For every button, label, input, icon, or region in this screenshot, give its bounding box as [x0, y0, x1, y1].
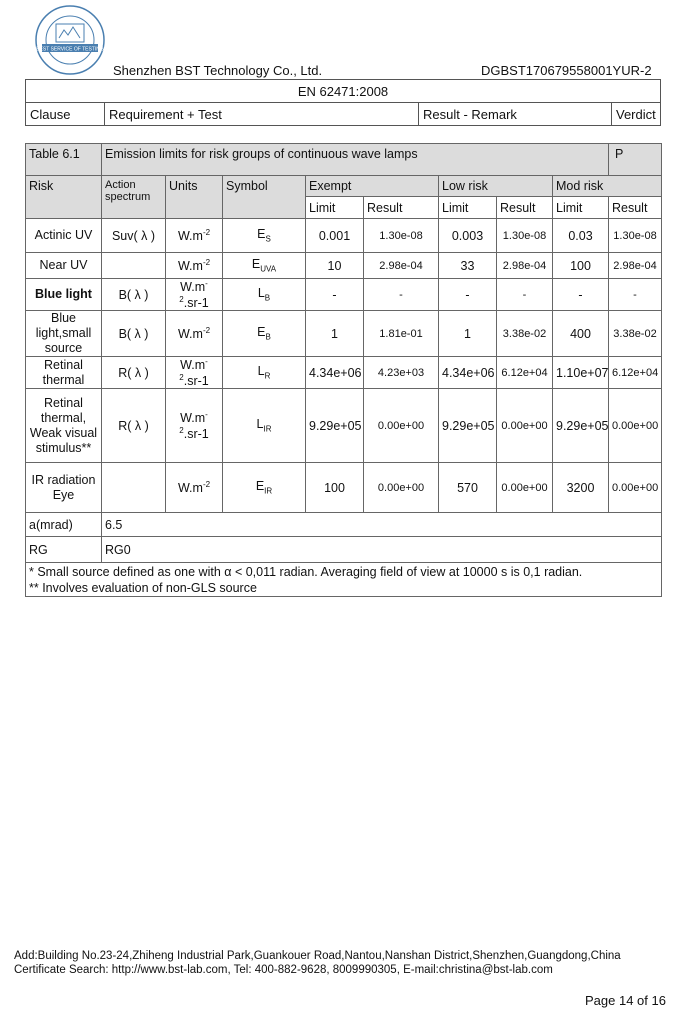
- low-result-cell: 0.00e+00: [497, 389, 553, 463]
- col-verdict: Verdict: [612, 103, 661, 126]
- symbol-cell: [223, 311, 306, 357]
- symbol-letter: E: [255, 479, 265, 494]
- mod-result-cell: 0.00e+00: [609, 463, 662, 513]
- exempt-result-cell: 1.81e-01: [364, 311, 439, 357]
- symbol-cell: [223, 389, 306, 463]
- table-row: [26, 463, 662, 513]
- footer-address: Add:Building No.23-24,Zhiheng Industrial Park,Guankouer Road,Nantou,Nanshan District,Shenzhen,Guangdong,China: [14, 950, 621, 962]
- exempt-limit-cell: 1: [306, 311, 364, 357]
- hdr-low-risk: Low risk: [439, 176, 553, 197]
- mod-result-cell: 1.30e-08: [609, 219, 662, 253]
- low-limit-cell: 33: [439, 253, 497, 279]
- page-number: Page 14 of 16: [585, 993, 666, 1008]
- rg-value: RG0: [102, 537, 662, 563]
- table-title: Emission limits for risk groups of continuous wave lamps: [102, 144, 609, 176]
- col-requirement: Requirement + Test: [105, 103, 419, 126]
- action-spectrum-cell: [102, 463, 166, 513]
- low-limit-cell: 0.003: [439, 219, 497, 253]
- unit-base: W.m: [177, 481, 203, 496]
- exempt-result-cell: 0.00e+00: [364, 463, 439, 513]
- mod-limit-cell: -: [553, 279, 609, 311]
- low-limit-cell: 9.29e+05: [439, 389, 497, 463]
- symbol-letter: L: [257, 364, 265, 379]
- hdr-risk: Risk: [26, 176, 102, 219]
- unit-exponent: -2: [202, 257, 211, 267]
- hdr-symbol: Symbol: [223, 176, 306, 219]
- hdr-exempt: Exempt: [306, 176, 439, 197]
- symbol-subscript: IR: [263, 424, 272, 434]
- symbol-subscript: B: [264, 293, 271, 303]
- symbol-subscript: S: [265, 234, 271, 244]
- header-table: [25, 79, 661, 126]
- mod-result-cell: 0.00e+00: [609, 389, 662, 463]
- hdr-exempt-result: Result: [364, 197, 439, 219]
- col-result: Result - Remark: [419, 103, 612, 126]
- symbol-letter: E: [251, 257, 261, 272]
- mod-limit-cell: 1.10e+07: [553, 357, 609, 389]
- svg-text:BEST SERVICE OF TESTING: BEST SERVICE OF TESTING: [36, 46, 104, 53]
- symbol-letter: E: [257, 227, 266, 242]
- action-spectrum-cell: [102, 253, 166, 279]
- standard-title: EN 62471:2008: [26, 80, 661, 103]
- footer-contact: Certificate Search: http://www.bst-lab.com, Tel: 400-882-9628, 8009990305, E-mail:christina@bst-lab.com: [14, 964, 553, 976]
- table-row: [26, 279, 662, 311]
- exempt-result-cell: 0.00e+00: [364, 389, 439, 463]
- report-number: DGBST170679558001YUR-2: [481, 63, 652, 78]
- units-cell: [166, 463, 223, 513]
- units-cell: [166, 357, 223, 389]
- units-cell: [166, 389, 223, 463]
- symbol-cell: [223, 463, 306, 513]
- table-row: [26, 311, 662, 357]
- action-spectrum-cell: R( λ ): [102, 357, 166, 389]
- mod-limit-cell: 0.03: [553, 219, 609, 253]
- low-result-cell: 2.98e-04: [497, 253, 553, 279]
- symbol-subscript: R: [264, 371, 271, 381]
- exempt-result-cell: 4.23e+03: [364, 357, 439, 389]
- unit-base: W.m: [177, 327, 203, 342]
- table-row: [26, 389, 662, 463]
- symbol-subscript: B: [265, 332, 271, 342]
- unit-tail: .sr-1: [183, 373, 209, 388]
- units-cell: [166, 219, 223, 253]
- symbol-letter: L: [256, 417, 264, 432]
- hdr-action: Action spectrum: [102, 176, 166, 219]
- action-spectrum-cell: B( λ ): [102, 279, 166, 311]
- risk-cell: Retinal thermal, Weak visual stimulus**: [26, 389, 102, 463]
- mod-limit-cell: 3200: [553, 463, 609, 513]
- risk-cell: Blue light,small source: [26, 311, 102, 357]
- exempt-result-cell: -: [364, 279, 439, 311]
- risk-cell: Near UV: [26, 253, 102, 279]
- low-result-cell: 1.30e-08: [497, 219, 553, 253]
- table-row: [26, 357, 662, 389]
- mod-result-cell: -: [609, 279, 662, 311]
- unit-exponent: -2: [179, 410, 208, 435]
- company-name: Shenzhen BST Technology Co., Ltd.: [113, 63, 323, 78]
- risk-cell: IR radiation Eye: [26, 463, 102, 513]
- exempt-limit-cell: 100: [306, 463, 364, 513]
- footnote-small-source: * Small source defined as one with α < 0,011 radian. Averaging field of view at 10000 s is 0,1 radian.: [29, 564, 583, 579]
- hdr-low-limit: Limit: [439, 197, 497, 219]
- units-cell: [166, 311, 223, 357]
- unit-exponent: -2: [179, 279, 208, 304]
- hdr-mod-risk: Mod risk: [553, 176, 662, 197]
- table-row: [26, 253, 662, 279]
- unit-exponent: -2: [179, 357, 208, 382]
- action-spectrum-cell: B( λ ): [102, 311, 166, 357]
- symbol-cell: [223, 253, 306, 279]
- footnote-non-gls: ** Involves evaluation of non-GLS source: [29, 580, 257, 595]
- mod-result-cell: 6.12e+04: [609, 357, 662, 389]
- hdr-exempt-limit: Limit: [306, 197, 364, 219]
- symbol-subscript: IR: [264, 486, 273, 496]
- amrad-label: a(mrad): [26, 513, 102, 537]
- unit-base: W.m: [180, 411, 206, 426]
- symbol-cell: [223, 219, 306, 253]
- mod-limit-cell: 400: [553, 311, 609, 357]
- bst-logo: [34, 4, 106, 76]
- symbol-cell: [223, 279, 306, 311]
- risk-cell: Blue light: [26, 279, 102, 311]
- low-limit-cell: -: [439, 279, 497, 311]
- table-id: Table 6.1: [26, 144, 102, 176]
- low-result-cell: 0.00e+00: [497, 463, 553, 513]
- low-result-cell: 3.38e-02: [497, 311, 553, 357]
- unit-base: W.m: [180, 358, 206, 373]
- risk-cell: Actinic UV: [26, 219, 102, 253]
- low-result-cell: 6.12e+04: [497, 357, 553, 389]
- table-verdict: P: [609, 144, 662, 176]
- mod-limit-cell: 100: [553, 253, 609, 279]
- mod-limit-cell: 9.29e+05: [553, 389, 609, 463]
- low-limit-cell: 570: [439, 463, 497, 513]
- hdr-mod-result: Result: [609, 197, 662, 219]
- exempt-limit-cell: 10: [306, 253, 364, 279]
- low-limit-cell: 1: [439, 311, 497, 357]
- unit-exponent: -2: [202, 325, 211, 335]
- emission-limits-table: [25, 143, 662, 597]
- unit-tail: .sr-1: [183, 426, 209, 441]
- low-limit-cell: 4.34e+06: [439, 357, 497, 389]
- mod-result-cell: 2.98e-04: [609, 253, 662, 279]
- unit-base: W.m: [177, 259, 203, 274]
- exempt-result-cell: 2.98e-04: [364, 253, 439, 279]
- unit-base: W.m: [180, 280, 206, 295]
- exempt-limit-cell: 0.001: [306, 219, 364, 253]
- unit-exponent: -2: [202, 227, 211, 237]
- hdr-low-result: Result: [497, 197, 553, 219]
- mod-result-cell: 3.38e-02: [609, 311, 662, 357]
- amrad-value: 6.5: [102, 513, 662, 537]
- unit-tail: .sr-1: [183, 295, 209, 310]
- unit-base: W.m: [177, 229, 203, 244]
- table-row: [26, 219, 662, 253]
- exempt-limit-cell: 4.34e+06: [306, 357, 364, 389]
- col-clause: Clause: [26, 103, 105, 126]
- exempt-limit-cell: 9.29e+05: [306, 389, 364, 463]
- symbol-cell: [223, 357, 306, 389]
- unit-exponent: -2: [202, 479, 211, 489]
- action-spectrum-cell: Suv( λ ): [102, 219, 166, 253]
- action-spectrum-cell: R( λ ): [102, 389, 166, 463]
- low-result-cell: -: [497, 279, 553, 311]
- symbol-subscript: UVA: [260, 264, 277, 274]
- risk-cell: Retinal thermal: [26, 357, 102, 389]
- exempt-result-cell: 1.30e-08: [364, 219, 439, 253]
- rg-label: RG: [26, 537, 102, 563]
- hdr-units: Units: [166, 176, 223, 219]
- symbol-letter: L: [257, 286, 265, 301]
- exempt-limit-cell: -: [306, 279, 364, 311]
- units-cell: [166, 253, 223, 279]
- hdr-mod-limit: Limit: [553, 197, 609, 219]
- symbol-letter: E: [257, 325, 266, 340]
- units-cell: [166, 279, 223, 311]
